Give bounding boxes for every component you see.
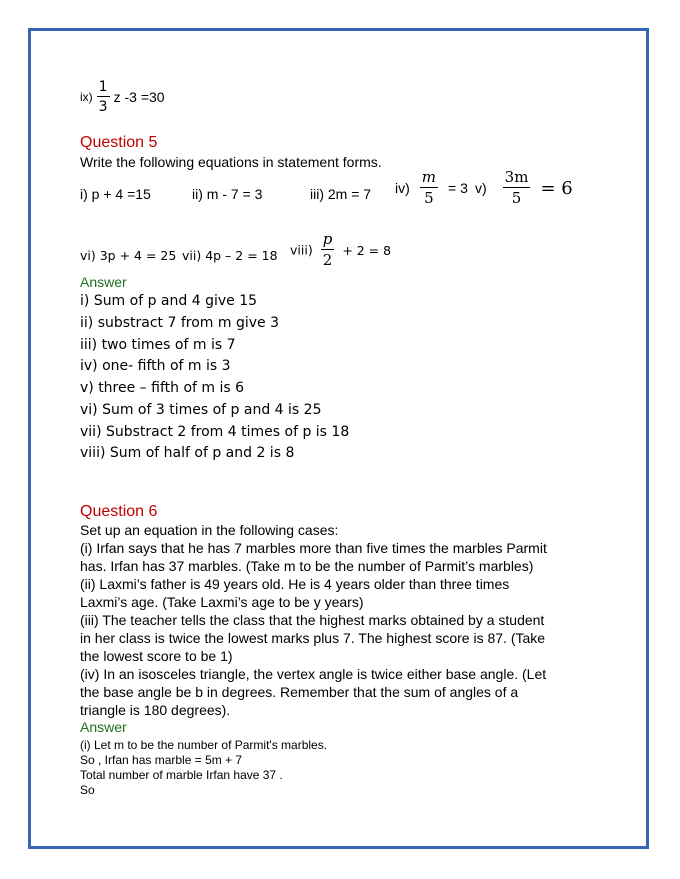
question-6-line: triangle is 180 degrees). (80, 702, 231, 718)
fraction-denominator: 3 (98, 99, 108, 115)
eq-label: viii) (290, 242, 313, 258)
fraction-numerator: 1 (98, 79, 108, 95)
fraction-numerator: p (322, 230, 333, 248)
answer-line: iii) two times of m is 7 (80, 337, 236, 353)
answer-line: v) three – fifth of m is 6 (80, 380, 245, 396)
question-6-line: the base angle be b in degrees. Remember that the sum of angles of a (80, 684, 519, 700)
equation-i: i) p + 4 =15 (80, 186, 151, 202)
question-5-answer-label: Answer (80, 274, 127, 290)
answer-line: iv) one- fifth of m is 3 (80, 358, 231, 374)
equation-iv (395, 170, 468, 206)
answer-line: (i) Let m to be the number of Parmit's marbles. (80, 738, 328, 752)
eq-rest: z -3 =30 (113, 89, 165, 105)
fraction-numerator: 3m (504, 168, 529, 186)
question-6-line: (ii) Laxmi’s father is 49 years old. He is 4 years older than three times (80, 576, 510, 592)
fraction (97, 80, 110, 114)
eq-rest: = 6 (540, 177, 573, 199)
answer-line: viii) Sum of half of p and 2 is 8 (80, 445, 295, 461)
question-6-line: has. Irfan has 37 marbles. (Take m to be the number of Parmit’s marbles) (80, 558, 534, 574)
fraction-denominator: 2 (322, 251, 333, 269)
question-5-heading: Question 5 (80, 134, 158, 151)
question-5-instruction: Write the following equations in statement forms. (80, 154, 382, 170)
question-6-line: (iii) The teacher tells the class that the highest marks obtained by a student (80, 612, 545, 628)
question-6-line: (iv) In an isosceles triangle, the vertex angle is twice either base angle. (Let (80, 666, 547, 682)
equation-ii: ii) m - 7 = 3 (192, 186, 263, 202)
fraction-denominator: 5 (511, 189, 522, 207)
eq-rest: = 3 (448, 180, 468, 196)
equation-ix (80, 80, 165, 120)
answer-line: i) Sum of p and 4 give 15 (80, 293, 258, 309)
answer-line: Total number of marble Irfan have 37 . (80, 768, 283, 782)
question-6-heading: Question 6 (80, 503, 158, 520)
question-6-answer-label: Answer (80, 719, 127, 735)
fraction-denominator: 5 (424, 189, 434, 207)
question-6-line: Set up an equation in the following cases: (80, 522, 339, 538)
equation-viii (290, 232, 391, 268)
question-6-line: Laxmi’s age. (Take Laxmi’s age to be y years) (80, 594, 364, 610)
eq-rest: + 2 = 8 (342, 242, 392, 258)
fraction-numerator: m (421, 168, 437, 186)
answer-line: So (80, 783, 95, 797)
eq-label: ix) (80, 90, 93, 104)
fraction (503, 170, 531, 206)
answer-line: vi) Sum of 3 times of p and 4 is 25 (80, 402, 322, 418)
question-6-line: in her class is twice the lowest marks plus 7. The highest score is 87. (Take (80, 630, 546, 646)
answer-line: So , Irfan has marble = 5m + 7 (80, 753, 243, 767)
question-6-line: the lowest score to be 1) (80, 648, 233, 664)
equation-iii: iii) 2m = 7 (310, 186, 372, 202)
eq-label: iv) (395, 180, 410, 196)
answer-line: ii) substract 7 from m give 3 (80, 315, 280, 331)
answer-line: vii) Substract 2 from 4 times of p is 18 (80, 424, 350, 440)
question-6-line: (i) Irfan says that he has 7 marbles more than five times the marbles Parmit (80, 540, 547, 556)
fraction (321, 232, 335, 268)
equation-vii: vii) 4p – 2 = 18 (182, 248, 278, 263)
equation-v (475, 170, 573, 206)
equation-vi: vi) 3p + 4 = 25 (80, 248, 177, 263)
fraction (420, 170, 438, 206)
eq-label: v) (475, 180, 487, 196)
